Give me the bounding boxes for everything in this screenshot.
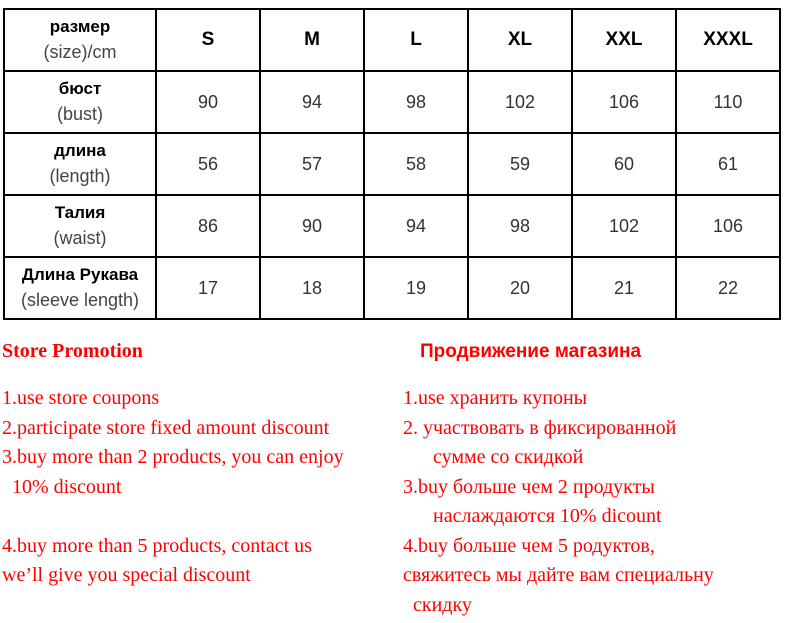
table-header-row	[4, 9, 780, 71]
row-label-en: (length)	[49, 166, 111, 186]
table-cell: 17	[156, 257, 260, 319]
table-cell: 58	[364, 133, 468, 195]
row-label-ru: Талия	[54, 203, 106, 222]
table-cell: 94	[364, 195, 468, 257]
row-label-cell	[4, 71, 156, 133]
row-label-ru: длина	[54, 141, 106, 160]
promotion-line-en: 3.buy more than 2 products, you can enjoy	[2, 446, 344, 468]
row-label-ru: бюст	[58, 79, 102, 98]
promotion-line-ru: 2. участвовать в фиксированной	[403, 416, 677, 439]
promotion-line-en: we’ll give you special discount	[2, 564, 251, 586]
table-cell: 61	[676, 133, 780, 195]
promotion-line-ru: 4.buy больше чем 5 родуктов,	[403, 534, 655, 557]
promotion-line-en: 1.use store coupons	[2, 387, 160, 409]
promotion-line-ru: свяжитесь мы дайте вам специальну	[403, 564, 714, 586]
promotion-line-ru: 3.buy больше чем 2 продукты	[403, 475, 655, 498]
table-cell: 59	[468, 133, 572, 195]
table-row-length	[4, 133, 780, 195]
table-cell: 21	[572, 257, 676, 319]
table-cell: 102	[468, 71, 572, 133]
size-header: XL	[468, 9, 572, 71]
table-cell: 98	[364, 71, 468, 133]
table-cell: 20	[468, 257, 572, 319]
table-cell: 110	[676, 71, 780, 133]
table-cell: 102	[572, 195, 676, 257]
table-cell: 106	[676, 195, 780, 257]
table-row-sleeve-length	[4, 257, 780, 319]
table-cell: 106	[572, 71, 676, 133]
size-header: XXXL	[676, 9, 780, 71]
row-label-cell	[4, 133, 156, 195]
table-row-waist	[4, 195, 780, 257]
header-label-en: (size)/cm	[43, 42, 117, 62]
row-label-ru: Длина Рукава	[21, 265, 139, 284]
size-header: L	[364, 9, 468, 71]
table-cell: 56	[156, 133, 260, 195]
table-cell: 19	[364, 257, 468, 319]
promotion-line-ru: скидку	[403, 593, 472, 616]
promotion-title-en: Store Promotion	[2, 340, 143, 362]
row-label-en: (bust)	[56, 104, 103, 124]
promotion-line-en	[2, 502, 344, 532]
row-label-cell	[4, 195, 156, 257]
promotion-title-ru: Продвижение магазина	[420, 341, 642, 362]
row-label-en: (waist)	[53, 228, 107, 248]
table-cell: 22	[676, 257, 780, 319]
promotion-line-en: 2.participate store fixed amount discount	[2, 416, 330, 439]
size-header: M	[260, 9, 364, 71]
promotion-list-en	[2, 384, 344, 591]
table-cell: 90	[260, 195, 364, 257]
table-cell: 57	[260, 133, 364, 195]
table-cell: 94	[260, 71, 364, 133]
size-chart-table	[3, 8, 781, 320]
table-cell: 90	[156, 71, 260, 133]
promotion-line-ru: 1.use хранить купоны	[403, 387, 588, 409]
row-label-cell	[4, 257, 156, 319]
promotion-line-en: 10% discount	[2, 475, 122, 498]
promotion-line-en: 4.buy more than 5 products, contact us	[2, 534, 312, 557]
header-label-ru: размер	[49, 17, 111, 36]
size-header: XXL	[572, 9, 676, 71]
size-header: S	[156, 9, 260, 71]
table-cell: 98	[468, 195, 572, 257]
row-label-en: (sleeve length)	[20, 290, 140, 310]
table-cell: 86	[156, 195, 260, 257]
table-cell: 60	[572, 133, 676, 195]
promotion-line-ru: сумме со скидкой	[403, 446, 584, 468]
table-cell: 18	[260, 257, 364, 319]
promotion-list-ru	[403, 384, 714, 620]
promotion-line-ru: наслаждаются 10% dicount	[403, 505, 662, 527]
header-label-cell	[4, 9, 156, 71]
table-row-bust	[4, 71, 780, 133]
